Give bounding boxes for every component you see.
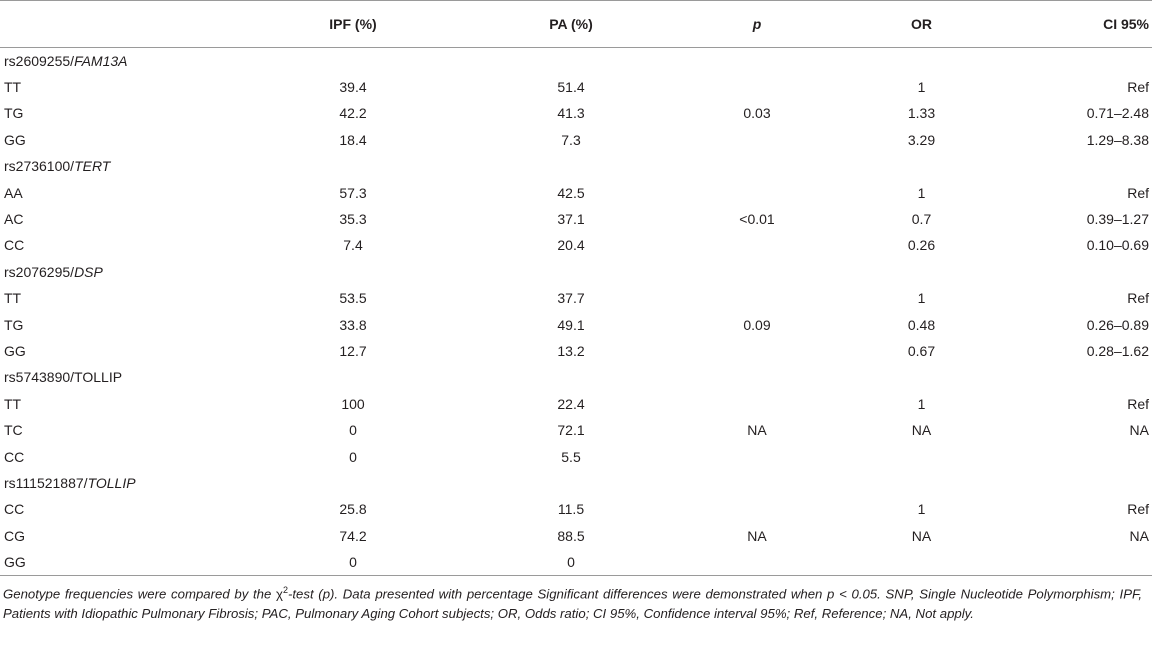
ipf-cell: 100	[341, 395, 365, 412]
ipf-cell: 53.5	[339, 290, 367, 307]
genotype-cell: CC	[4, 448, 25, 465]
or-cell	[834, 549, 1009, 575]
chi-superscript: 2	[282, 584, 288, 595]
p-value-cell	[680, 443, 834, 469]
ci-cell: Ref	[1127, 501, 1149, 518]
table-row	[0, 127, 1152, 153]
ci-cell: 0.28–1.62	[1086, 342, 1149, 359]
table-row	[0, 232, 1152, 258]
genotype-cell: GG	[4, 131, 26, 148]
pa-cell: 72.1	[557, 422, 585, 439]
genotype-cell: TT	[4, 290, 22, 307]
table-row	[0, 338, 1152, 364]
p-value-cell: NA	[747, 527, 767, 544]
snp-section-row	[0, 364, 1152, 390]
ipf-cell: 35.3	[339, 211, 367, 228]
header-genotype	[0, 1, 244, 48]
or-cell: NA	[911, 422, 932, 439]
footnote-text-rest: -test (p). Data presented with percentage Significant differences were demonstrated when p < 0.05. SNP, Single Nucleotide Polymorphism; IPF, Patients with Idiopathic Pulmonary Fibrosis; PAC, Pulmonary Aging Cohort subjects; OR, Odds ratio; CI 95%, Confidence interval 95%; Ref, Reference; NA, Not apply.	[3, 586, 1143, 621]
pa-cell: 0	[462, 549, 680, 575]
chi-symbol: χ	[276, 586, 283, 602]
or-cell: 0.7	[911, 211, 932, 228]
ci-cell: 0.26–0.89	[1086, 316, 1149, 333]
ipf-cell: 33.8	[339, 316, 367, 333]
ipf-cell: 0	[349, 422, 357, 439]
ci-cell: NA	[1129, 527, 1149, 544]
snp-section-row	[0, 470, 1152, 496]
genotype-cell: CC	[4, 237, 25, 254]
ci-cell: 1.29–8.38	[1086, 131, 1149, 148]
header-ipf: IPF (%)	[244, 1, 462, 48]
gene-name: TOLLIP	[87, 474, 136, 491]
ci-cell	[1009, 443, 1152, 469]
or-cell	[834, 443, 1009, 469]
or-cell: 1	[917, 395, 926, 412]
pa-cell: 7.3	[561, 131, 581, 148]
ci-cell: Ref	[1127, 290, 1149, 307]
p-value-cell	[680, 127, 834, 153]
header-p: p	[680, 1, 834, 48]
table-row	[0, 206, 1152, 232]
pa-cell: 49.1	[557, 316, 585, 333]
p-value-cell	[680, 338, 834, 364]
genotype-cell: AC	[4, 211, 24, 228]
genotype-cell: TC	[4, 422, 23, 439]
table-row	[0, 285, 1152, 311]
genotype-cell: GG	[0, 549, 244, 575]
or-cell: 0.67	[907, 342, 936, 359]
or-cell: 3.29	[907, 131, 936, 148]
pa-cell: 51.4	[557, 79, 585, 96]
p-value-cell: 0.09	[743, 316, 771, 333]
ci-cell: Ref	[1127, 184, 1149, 201]
genotype-cell: CC	[4, 501, 25, 518]
table-body	[0, 48, 1152, 576]
genotype-cell: GG	[4, 342, 26, 359]
snp-section-row	[0, 259, 1152, 285]
pa-cell: 22.4	[557, 395, 585, 412]
table-row	[0, 417, 1152, 443]
ipf-cell: 12.7	[339, 342, 367, 359]
or-cell: 1	[917, 79, 926, 96]
table-row	[0, 179, 1152, 205]
p-value-cell	[680, 391, 834, 417]
ipf-cell: 25.8	[339, 501, 367, 518]
ipf-cell: 18.4	[339, 131, 367, 148]
pa-cell: 13.2	[557, 342, 585, 359]
snp-id: rs2609255/	[4, 52, 75, 69]
p-value-cell	[680, 74, 834, 100]
pa-cell: 20.4	[557, 237, 585, 254]
snp-id: rs2736100/	[4, 158, 75, 175]
genotype-cell: TG	[4, 105, 24, 122]
or-cell: 1	[917, 184, 926, 201]
snp-label	[0, 470, 1152, 496]
snp-section-row	[0, 153, 1152, 179]
table-row	[0, 443, 1152, 469]
genotype-cell: AA	[4, 184, 23, 201]
footnote-text-start: Genotype frequencies were compared by the	[3, 586, 277, 602]
ipf-cell: 57.3	[339, 184, 367, 201]
table-row	[0, 100, 1152, 126]
p-value-cell	[680, 496, 834, 522]
genotype-cell: CG	[4, 527, 25, 544]
or-cell: 1.33	[907, 105, 936, 122]
p-value-cell: 0.03	[743, 105, 771, 122]
p-value-cell	[680, 549, 834, 575]
pa-cell: 41.3	[557, 105, 585, 122]
pa-cell: 42.5	[557, 184, 585, 201]
p-value-cell	[680, 179, 834, 205]
gene-name: TERT	[74, 158, 111, 175]
snp-id: rs2076295/	[4, 263, 75, 280]
or-cell: 0.26	[907, 237, 936, 254]
ci-cell: Ref	[1127, 395, 1149, 412]
pa-cell: 37.7	[557, 290, 585, 307]
ipf-cell: 7.4	[343, 237, 363, 254]
snp-section-row	[0, 48, 1152, 74]
table-row	[0, 523, 1152, 549]
pa-cell: 5.5	[561, 448, 581, 465]
header-or: OR	[834, 1, 1009, 48]
ipf-cell: 0	[244, 549, 462, 575]
p-value-cell	[680, 285, 834, 311]
ci-cell: 0.39–1.27	[1086, 211, 1149, 228]
ci-cell: 0.71–2.48	[1086, 105, 1149, 122]
p-value-cell: <0.01	[739, 211, 775, 228]
ci-cell: Ref	[1127, 79, 1149, 96]
pa-cell: 11.5	[557, 501, 585, 518]
ipf-cell: 74.2	[339, 527, 367, 544]
snp-id: rs111521887/	[4, 474, 88, 491]
table-row	[0, 74, 1152, 100]
pa-cell: 37.1	[557, 211, 585, 228]
genotype-cell: TT	[4, 79, 22, 96]
ipf-cell: 0	[349, 448, 357, 465]
ipf-cell: 39.4	[339, 79, 367, 96]
pa-cell: 88.5	[557, 527, 585, 544]
table-row	[0, 496, 1152, 522]
snp-label	[0, 153, 1152, 179]
table-row	[0, 391, 1152, 417]
ci-cell: NA	[1129, 422, 1149, 439]
p-value-cell: NA	[747, 422, 767, 439]
ipf-cell: 42.2	[339, 105, 367, 122]
table-footnote	[0, 576, 1145, 623]
p-value-cell	[680, 232, 834, 258]
ci-cell	[1009, 549, 1152, 575]
or-cell: 1	[917, 501, 926, 518]
or-cell: 1	[917, 290, 926, 307]
snp-label	[0, 48, 1152, 74]
ci-cell: 0.10–0.69	[1086, 237, 1149, 254]
gene-name: DSP	[74, 263, 103, 280]
or-cell: 0.48	[907, 316, 936, 333]
genotype-cell: TT	[4, 395, 22, 412]
table-header-row	[0, 1, 1152, 48]
gene-name: FAM13A	[74, 52, 128, 69]
snp-label	[0, 364, 1152, 390]
table-row	[0, 549, 1152, 575]
table-row	[0, 311, 1152, 337]
snp-id: rs5743890/TOLLIP	[4, 369, 123, 386]
genotype-cell: TG	[4, 316, 24, 333]
or-cell: NA	[911, 527, 932, 544]
header-pa: PA (%)	[462, 1, 680, 48]
snp-label	[0, 259, 1152, 285]
header-ci: CI 95%	[1009, 1, 1152, 48]
